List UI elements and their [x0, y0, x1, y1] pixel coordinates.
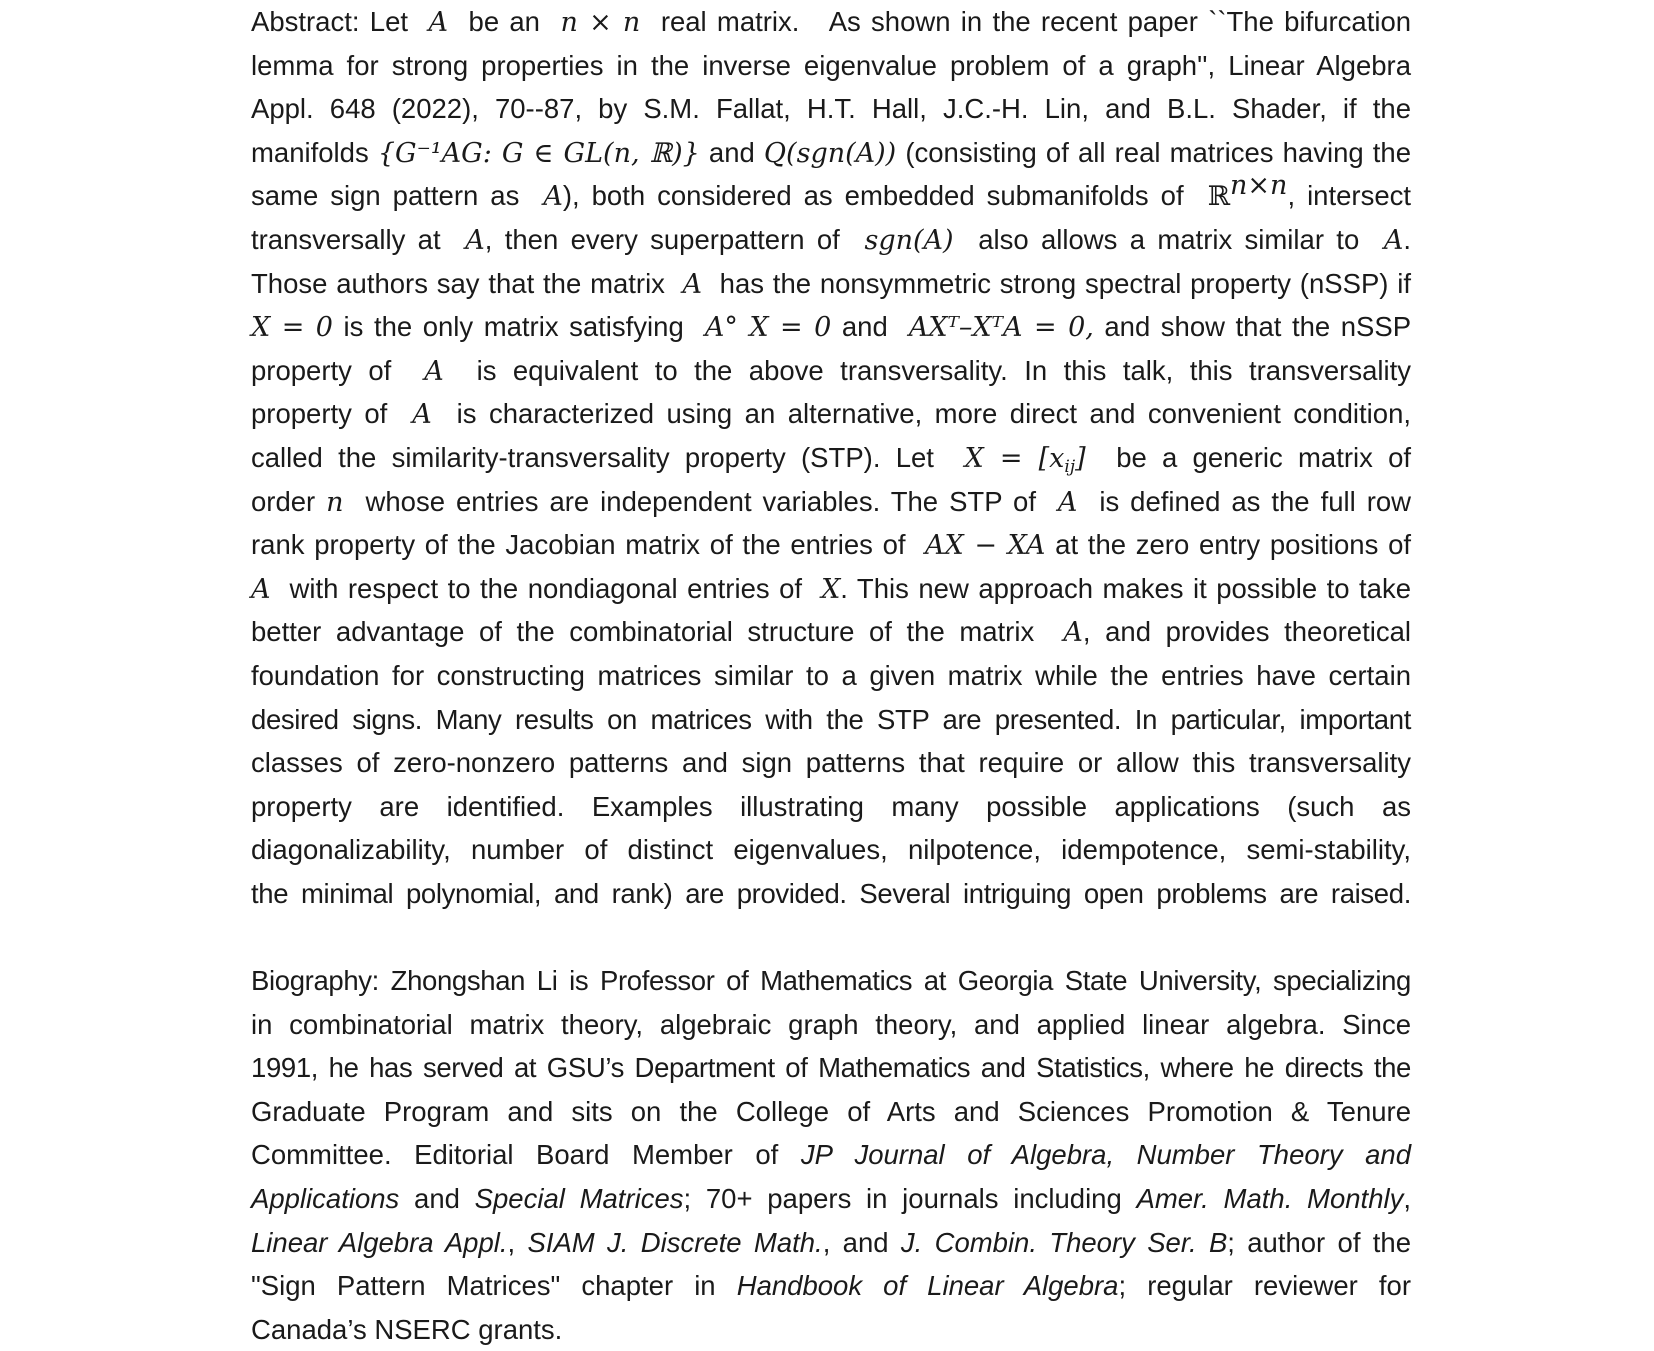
abstract-line: property of A is equivalent to the above transversality. In this talk, this transversality — [251, 354, 1411, 387]
abstract-line: A with respect to the nondiagonal entries of X. This new approach makes it possible to take — [251, 572, 1412, 605]
math-AX-XA: AX − XA — [925, 530, 1046, 562]
journal-title: Special Matrices — [474, 1183, 684, 1215]
math-Q-sgn-A: Q(sgn(A)) — [763, 137, 897, 169]
abstract-line: manifolds {G⁻¹AG: G ∈ GL(n, ℝ)} and Q(sgn(A)) (consisting of all real matrices having the — [251, 136, 1412, 169]
abstract-line: Those authors say that the matrix A has the nonsymmetric strong spectral property (nSSP) if — [251, 267, 1411, 300]
book-title: Handbook of Linear Algebra — [736, 1270, 1119, 1302]
abstract-line: foundation for constructing matrices similar to a given matrix while the entries have certain — [251, 659, 1411, 691]
document-page — [251, 0, 1411, 1351]
abstract-line: desired signs. Many results on matrices with the STP are presented. In particular, important — [251, 703, 1411, 735]
abstract-line: transversally at A, then every superpattern of sgn(A) also allows a matrix similar to A. — [251, 223, 1412, 256]
math-nxn: n × n — [560, 7, 641, 38]
abstract-line: called the similarity-transversality property (STP). Let $X = [x_{ij}]$ be a generic matrix of — [251, 441, 1412, 477]
biography-line: Linear Algebra Appl., SIAM J. Discrete Math., and J. Combin. Theory Ser. B; author of the — [251, 1226, 1412, 1258]
math-X-matrix: $X = [x_{ij}]$ — [964, 442, 1086, 477]
abstract-line: Abstract: Let A be an n × n real matrix. As shown in the recent paper ``The bifurcation — [251, 6, 1412, 38]
math-sgn-A: sgn(A) — [864, 224, 954, 256]
journal-title: Amer. Math. Monthly — [1136, 1183, 1404, 1215]
abstract-section — [251, 0, 1411, 915]
math-R: ℝ — [1207, 181, 1231, 213]
biography-line: in combinatorial matrix theory, algebraic graph theory, and applied linear algebra. Since — [251, 1008, 1411, 1040]
journal-title: JP Journal of Algebra, Number Theory and — [800, 1139, 1411, 1171]
abstract-line: X = 0 is the only matrix satisfying A° X = 0 and AXᵀ–XᵀA = 0, and show that the nSSP — [251, 311, 1412, 344]
abstract-line: diagonalizability, number of distinct eigenvalues, nilpotence, idempotence, semi-stability, — [251, 834, 1411, 866]
math-commutator: AXᵀ–XᵀA = 0, — [908, 312, 1094, 344]
abstract-line: property of A is characterized using an alternative, more direct and convenient condition, — [251, 398, 1412, 431]
abstract-line: same sign pattern as A), both considered as embedded submanifolds of ℝ$^{n\times n}$, intersect — [251, 170, 1411, 213]
math-similarity-set: {G⁻¹AG: G ∈ GL(n, ℝ)} — [377, 137, 700, 169]
biography-line: 1991, he has served at GSU’s Department of Mathematics and Statistics, where he directs the — [251, 1052, 1411, 1084]
journal-title: SIAM J. Discrete Math. — [527, 1226, 823, 1258]
abstract-label: Abstract: — [251, 6, 360, 37]
abstract-line: property are identified. Examples illustrating many possible applications (such as — [251, 790, 1411, 822]
biography-line: "Sign Pattern Matrices" chapter in Handbook of Linear Algebra; regular reviewer for — [251, 1270, 1411, 1302]
abstract-line: better advantage of the combinatorial structure of the matrix A, and provides theoretical — [251, 616, 1412, 649]
biography-section — [251, 959, 1411, 1351]
biography-line: Canada’s NSERC grants. — [251, 1313, 563, 1345]
journal-title: J. Combin. Theory Ser. B — [900, 1226, 1228, 1258]
abstract-line: Appl. 648 (2022), 70--87, by S.M. Fallat, H.T. Hall, J.C.-H. Lin, and B.L. Shader, if the — [251, 93, 1411, 125]
journal-title: Applications — [251, 1183, 400, 1215]
biography-line: Applications and Special Matrices; 70+ papers in journals including Amer. Math. Monthly, — [251, 1183, 1411, 1215]
abstract-line: rank property of the Jacobian matrix of the entries of AX − XA at the zero entry positions of — [251, 529, 1412, 562]
journal-title: Linear Algebra Appl. — [251, 1226, 508, 1258]
math-hadamard: A° X = 0 — [704, 312, 832, 344]
math-A: A — [428, 7, 449, 38]
abstract-line: the minimal polynomial, and rank) are provided. Several intriguing open problems are raised. — [251, 877, 1411, 909]
abstract-line: order n whose entries are independent variables. The STP of A is defined as the full row — [251, 485, 1412, 518]
biography-line: Biography: Zhongshan Li is Professor of Mathematics at Georgia State University, specializing — [251, 965, 1411, 997]
abstract-line: lemma for strong properties in the inverse eigenvalue problem of a graph'', Linear Algebra — [251, 49, 1411, 81]
section-gap — [251, 915, 1411, 959]
biography-line: Graduate Program and sits on the College of Arts and Sciences Promotion & Tenure — [251, 1095, 1411, 1127]
biography-line: Committee. Editorial Board Member of JP Journal of Algebra, Number Theory and — [251, 1139, 1411, 1171]
abstract-line: classes of zero-nonzero patterns and sign patterns that require or allow this transversality — [251, 747, 1411, 779]
